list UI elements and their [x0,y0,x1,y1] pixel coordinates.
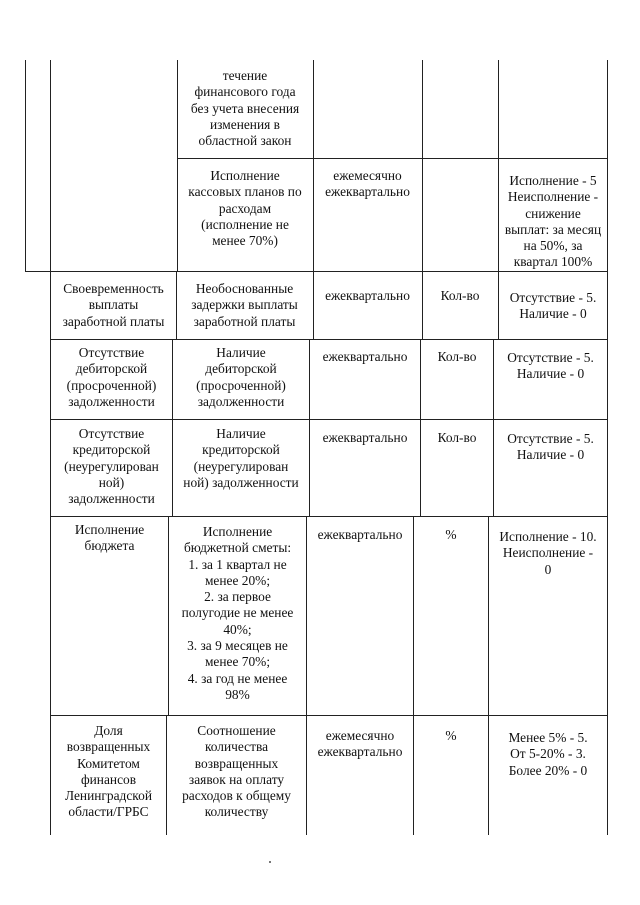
criterion-cell: Наличие дебиторской (просроченной) задолженности [196,345,286,409]
score-cell: Отсутствие - 5. Наличие - 0 [507,431,594,463]
grid-hline [177,158,607,159]
period-cell: ежеквартально [317,527,403,542]
indicator-cell: Отсутствие кредиторской (неурегулирован ной) задолженности [64,426,159,507]
scan-speck [269,861,271,863]
grid-vline [25,60,26,271]
grid-vline [607,60,608,835]
criterion-cell: Необоснованные задержки выплаты заработной платы [191,281,298,329]
criterion-cell: течение финансового года без учета внесения изменения в областной закон [190,68,300,149]
score-cell: Менее 5% - 5. От 5-20% - 3. Более 20% - 0 [508,730,588,778]
grid-vline [309,339,310,516]
grid-vline [420,339,421,516]
score-cell: Исполнение - 5 Неисполнение - снижение выплат: за месяц на 50%, за квартал 100% [504,173,602,270]
indicator-cell: Своевременность выплаты заработной платы [62,281,165,329]
grid-hline [50,339,607,340]
criterion-cell: Наличие кредиторской (неурегулирован ной) задолженности [183,426,299,490]
period-cell: ежеквартально [325,288,410,303]
indicator-cell: Отсутствие дебиторской (просроченной) задолженности [66,345,157,409]
grid-hline [25,271,607,272]
criterion-cell: Соотношение количества возвращенных заявок на оплату расходов к общему количеству [182,723,291,820]
unit-cell: Кол-во [440,288,480,303]
unit-cell: % [445,527,457,542]
grid-vline [306,516,307,835]
period-cell: ежеквартально [322,430,408,445]
score-cell: Отсутствие - 5. Наличие - 0 [507,350,594,382]
criterion-cell: Исполнение бюджетной сметы: 1. за 1 квартал не менее 20%; 2. за первое полугодие не менее 40%; 3. за 9 месяцев не менее 70%; 4. за год не менее 98% [181,524,294,702]
unit-cell: % [445,728,457,743]
unit-cell: Кол-во [437,349,477,364]
grid-vline [413,516,414,835]
period-cell: ежемесячно ежеквартально [317,728,403,760]
unit-cell: Кол-во [437,430,477,445]
score-cell: Отсутствие - 5. Наличие - 0 [509,290,597,322]
criterion-cell: Исполнение кассовых планов по расходам (исполнение не менее 70%) [188,168,302,249]
grid-hline [50,419,607,420]
period-cell: ежемесячно ежеквартально [325,168,410,200]
indicator-cell: Доля возвращенных Комитетом финансов Ленинградской области/ГРБС [64,723,152,820]
period-cell: ежеквартально [322,349,408,364]
indicator-cell: Исполнение бюджета [74,522,145,554]
grid-hline [50,715,607,716]
grid-hline [50,516,607,517]
score-cell: Исполнение - 10. Неисполнение - 0 [499,529,597,577]
